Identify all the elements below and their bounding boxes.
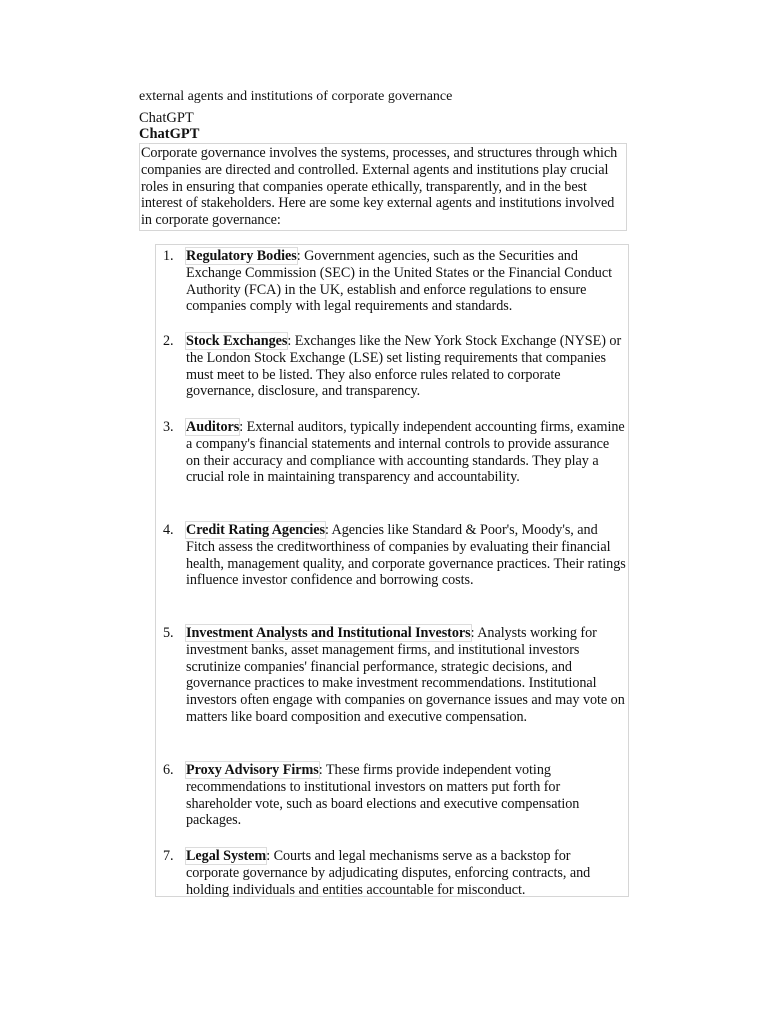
list-item-description: : Government agencies, such as the Securities and Exchange Commission (SEC) in the United States or the Financial Conduct Authority (FCA) in the UK, establish and enforce regulations to ensure companies comply with legal requirements and standards. xyxy=(186,248,612,315)
speaker-label: ChatGPT xyxy=(139,110,194,126)
list-item-text xyxy=(186,248,626,315)
list-item-description: : Agencies like Standard & Poor's, Moody's, and Fitch assess the creditworthiness of companies by evaluating their financial health, management quality, and corporate governance practices. Their ratings influence investor confidence and borrowing costs. xyxy=(186,522,626,589)
list-item-text xyxy=(186,762,626,829)
list-item-number: 3. xyxy=(163,419,174,435)
user-prompt: external agents and institutions of corporate governance xyxy=(139,89,453,104)
intro-paragraph: Corporate governance involves the systems, processes, and structures through which companies are directed and controlled. External agents and institutions play crucial roles in ensuring that companies operate ethically, transparently, and in the best interest of stakeholders. Here are some key external agents and institutions involved in corporate governance: xyxy=(139,143,627,231)
list-item-term: Legal System xyxy=(186,848,267,864)
agents-list xyxy=(155,244,629,897)
list-item-number: 2. xyxy=(163,333,174,349)
list-item-term: Regulatory Bodies xyxy=(186,248,297,264)
list-item-number: 5. xyxy=(163,625,174,641)
list-item-text xyxy=(186,333,626,400)
list-item-term: Auditors xyxy=(186,419,240,435)
speaker-heading: ChatGPT xyxy=(139,126,200,142)
list-item-text xyxy=(186,625,626,726)
list-item-text xyxy=(186,522,626,589)
list-item-description: : Exchanges like the New York Stock Exchange (NYSE) or the London Stock Exchange (LSE) set listing requirements that companies must meet to be listed. They also enforce rules related to corporate governance, disclosure, and transparency. xyxy=(186,333,622,400)
list-item-description: : External auditors, typically independent accounting firms, examine a company's financial statements and internal controls to provide assurance on their accuracy and compliance with accounting standards. They play a crucial role in maintaining transparency and accountability. xyxy=(186,419,625,486)
list-item-term: Proxy Advisory Firms xyxy=(186,762,319,778)
list-item-term: Credit Rating Agencies xyxy=(186,522,325,538)
list-item-text xyxy=(186,419,626,486)
list-item-number: 6. xyxy=(163,762,174,778)
list-item-term: Investment Analysts and Institutional Investors xyxy=(186,625,471,641)
list-item-description: : Courts and legal mechanisms serve as a backstop for corporate governance by adjudicating disputes, enforcing contracts, and holding individuals and entities accountable for misconduct. xyxy=(186,848,591,898)
list-item-number: 4. xyxy=(163,522,174,538)
list-item-number: 7. xyxy=(163,848,174,864)
list-item-description: : These firms provide independent voting recommendations to institutional investors on matters put forth for shareholder vote, such as board elections and executive compensation packages. xyxy=(186,762,580,829)
list-item-number: 1. xyxy=(163,248,174,264)
list-item-term: Stock Exchanges xyxy=(186,333,288,349)
list-item-description: : Analysts working for investment banks, asset management firms, and institutional investors scrutinize companies' financial performance, strategic decisions, and governance practices to make investment recommendations. Institutional investors often engage with companies on governance issues and may vote on matters like board composition and executive compensation. xyxy=(186,625,625,725)
list-item-text xyxy=(186,848,626,898)
